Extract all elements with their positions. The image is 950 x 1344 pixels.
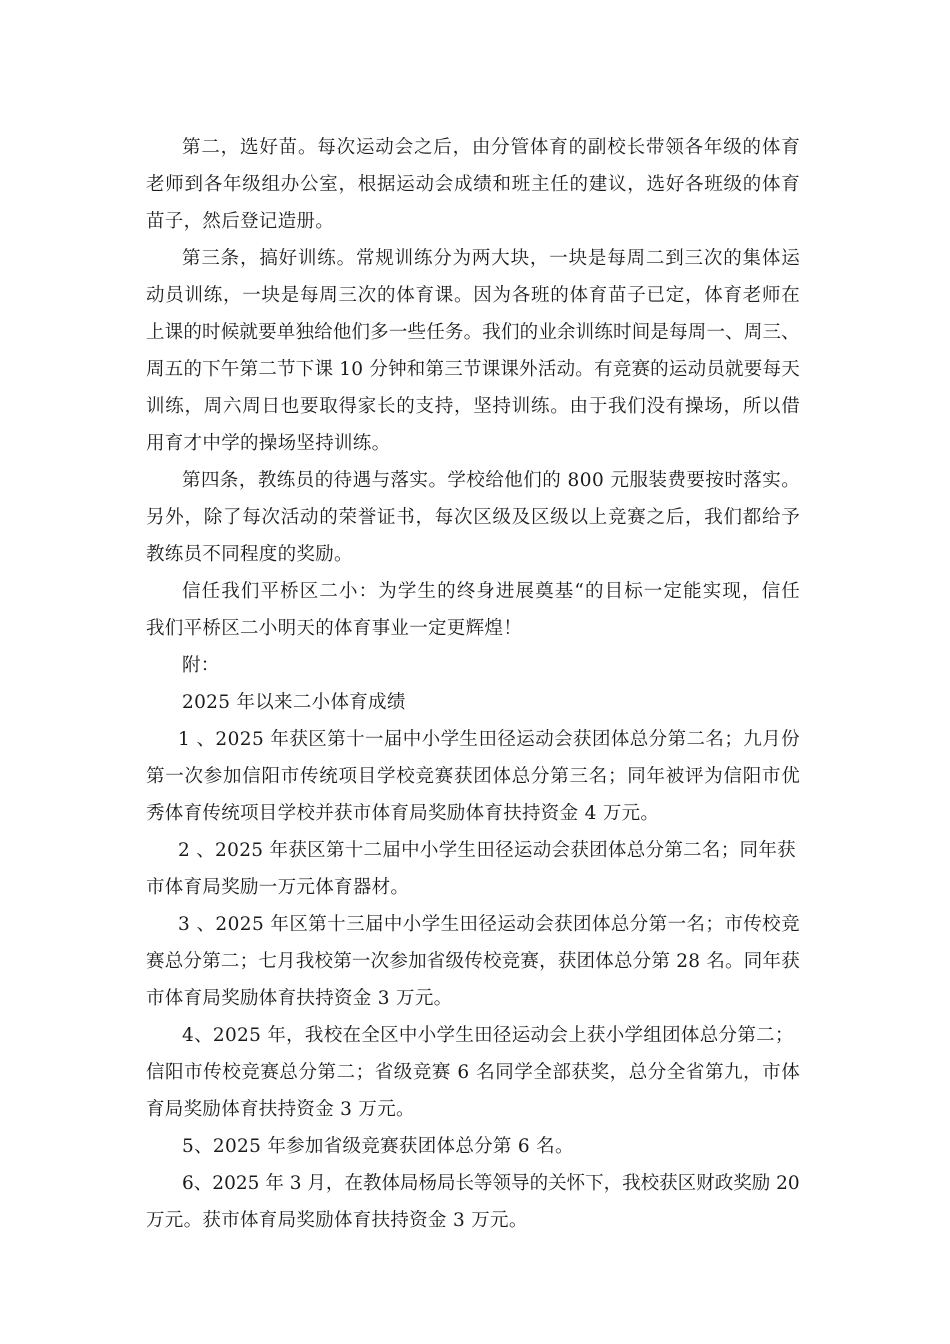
text-line: [182, 469, 800, 493]
text-line: [182, 1172, 800, 1196]
text-line: [182, 1135, 574, 1159]
text-line: [146, 543, 353, 567]
text-line-content: 信阳市传校竞赛总分第二；省级竞赛 6 名同学全部获奖，总分全省第九，市体: [146, 1062, 801, 1083]
text-line-content: 动员训练，一块是每周三次的体育课。因为各班的体育苗子已定，体育老师在: [146, 285, 801, 306]
text-line-content: 上课的时候就要单独给他们多一些任务。我们的业余训练时间是每周一、周三、: [146, 322, 800, 343]
text-line: [146, 321, 800, 345]
text-line-content: 用育才中学的操场坚持训练。: [146, 433, 391, 454]
text-line-content: 秀体育传统项目学校并获市体育局奖励体育扶持资金 4 万元。: [146, 803, 660, 824]
text-line: [178, 728, 800, 752]
text-line-content: 信任我们平桥区二小：为学生的终身进展奠基“的目标一定能实现，信任: [182, 581, 801, 602]
text-line: [178, 913, 800, 937]
text-line: [146, 173, 800, 197]
text-line-content: 老师到各年级组办公室，根据运动会成绩和班主任的建议，选好各班级的体育: [146, 174, 801, 195]
text-line-content: 5、2025 年参加省级竞赛获团体总分第 6 名。: [182, 1136, 574, 1157]
text-line: [178, 839, 796, 863]
text-line-content: 3 、2025 年区第十三届中小学生田径运动会获团体总分第一名；市传校竞: [178, 914, 800, 935]
text-line-content: 赛总分第二；七月我校第一次参加省级传校竞赛，获团体总分第 28 名。同年获: [146, 951, 800, 972]
text-line-content: 第一次参加信阳市传统项目学校竞赛获团体总分第三名；同年被评为信阳市优: [146, 766, 801, 787]
text-line: [182, 1024, 794, 1048]
text-line: [146, 284, 800, 308]
text-line-content: 训练，周六周日也要取得家长的支持，坚持训练。由于我们没有操场，所以借: [146, 396, 801, 417]
text-line: [146, 987, 452, 1011]
text-line-content: 4、2025 年，我校在全区中小学生田径运动会上获小学组团体总分第二；: [182, 1025, 794, 1046]
text-line: [182, 654, 220, 678]
text-line: [182, 580, 801, 604]
text-line-content: 6、2025 年 3 月，在教体局杨局长等领导的关怀下，我校获区财政奖励 20: [182, 1173, 800, 1194]
text-line-content: 市体育局奖励体育扶持资金 3 万元。: [146, 988, 453, 1009]
text-line-content: 附：: [182, 655, 220, 676]
text-line-content: 教练员不同程度的奖励。: [146, 544, 353, 565]
text-line: [146, 1209, 528, 1233]
text-line: [146, 1061, 800, 1085]
text-line-content: 我们平桥区二小明天的体育事业一定更辉煌！: [146, 618, 523, 639]
text-line: [182, 247, 801, 271]
text-line-content: 第二，选好苗。每次运动会之后，由分管体育的副校长带领各年级的体育: [182, 137, 801, 158]
text-line-content: 第四条，教练员的待遇与落实。学校给他们的 800 元服装费要按时落实。: [182, 470, 801, 491]
text-line: [146, 432, 390, 456]
text-line-content: 育局奖励体育扶持资金 3 万元。: [146, 1099, 415, 1120]
text-line-content: 另外，除了每次活动的荣誉证书，每次区级及区级以上竞赛之后，我们都给予: [146, 507, 801, 528]
text-line: [146, 210, 334, 234]
text-line-content: 周五的下午第二节下课 10 分钟和第三节课课外活动。有竞赛的运动员就要每天: [146, 359, 800, 380]
text-line-content: 2 、2025 年获区第十二届中小学生田径运动会获团体总分第二名；同年获: [178, 840, 796, 861]
text-line-content: 第三条，搞好训练。常规训练分为两大块，一块是每周二到三次的集体运: [182, 248, 801, 269]
text-line-content: 市体育局奖励一万元体育器材。: [146, 877, 410, 898]
text-line: [146, 950, 800, 974]
text-line: [146, 358, 800, 382]
text-line: [146, 1098, 415, 1122]
text-line-content: 万元。获市体育局奖励体育扶持资金 3 万元。: [146, 1210, 528, 1231]
text-line: [182, 691, 406, 715]
text-line: [146, 765, 800, 789]
text-line-content: 1 、2025 年获区第十一届中小学生田径运动会获团体总分第二名；九月份: [178, 729, 800, 750]
text-line: [146, 617, 522, 641]
text-line: [146, 506, 800, 530]
text-line: [146, 802, 659, 826]
text-line-content: 2025 年以来二小体育成绩: [182, 692, 406, 713]
text-line-content: 苗子，然后登记造册。: [146, 211, 335, 232]
text-line: [146, 395, 800, 419]
text-line: [182, 136, 801, 160]
text-line: [146, 876, 409, 900]
